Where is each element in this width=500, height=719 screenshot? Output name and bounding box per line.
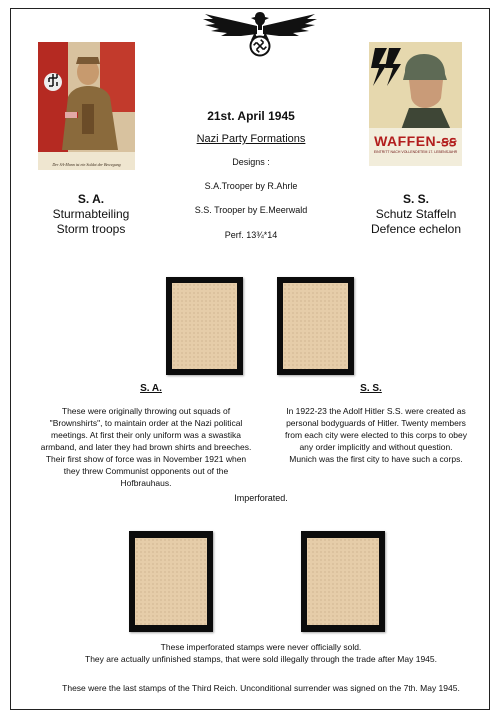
ss-abbreviation: S. S. bbox=[402, 192, 429, 206]
sa-german-name: Sturmabteiling bbox=[52, 207, 130, 221]
text-line: any order implicitly and without question. bbox=[299, 442, 453, 452]
eagle-emblem-icon bbox=[201, 6, 319, 58]
design-credit-ss: S.S. Trooper by E.Meerwald bbox=[194, 205, 308, 215]
designs-heading: Designs : bbox=[232, 157, 270, 167]
stamp-sa-imperforated bbox=[129, 531, 213, 632]
text-line: armband, and later they had brown shirts and breeches. bbox=[40, 442, 252, 452]
text-line: These imperforated stamps were never officially sold. bbox=[160, 642, 362, 652]
sa-trooper-illustration bbox=[38, 42, 135, 170]
text-line: They are actually unfinished stamps, that were sold illegally through the trade after May 1945. bbox=[85, 654, 437, 664]
sa-poster-image bbox=[38, 42, 135, 170]
sa-abbreviation: S. A. bbox=[77, 192, 105, 206]
stamp-paper bbox=[135, 538, 207, 625]
stamp-paper bbox=[283, 283, 348, 369]
text-line: they threw Communist opponents out of the bbox=[63, 466, 229, 476]
text-line: meetings. At first their only uniform was a swastika bbox=[51, 430, 241, 440]
ss-poster-wordmark: WAFFEN-ꞩꞩ bbox=[374, 133, 457, 149]
issue-date: 21st. April 1945 bbox=[207, 109, 295, 123]
text-line: Their first show of force was in November 1921 when bbox=[45, 454, 247, 464]
sa-section-heading: S. A. bbox=[140, 383, 162, 394]
stamp-ss-imperforated bbox=[301, 531, 385, 632]
perforation-info: Perf. 13¾*14 bbox=[224, 230, 278, 240]
text-line: Munich was the first city to have such a corps. bbox=[289, 454, 463, 464]
ss-english-name: Defence echelon bbox=[370, 222, 462, 236]
design-credit-sa: S.A.Trooper by R.Ahrle bbox=[204, 181, 298, 191]
closing-note: These were the last stamps of the Third Reich. Unconditional surrender was signed on the 7th. May 1945. bbox=[62, 683, 460, 693]
ss-german-name: Schutz Staffeln bbox=[375, 207, 457, 221]
text-line: "Brownshirts", to maintain order at the Nazi political bbox=[49, 418, 243, 428]
ss-description bbox=[261, 405, 491, 465]
album-page bbox=[10, 8, 490, 710]
text-line: In 1922-23 the Adolf Hitler S.S. were created as bbox=[286, 406, 466, 416]
page-title: Nazi Party Formations bbox=[196, 133, 306, 145]
text-line: These were originally throwing out squads of bbox=[61, 406, 231, 416]
ss-poster-subline: EINTRITT NACH VOLLENDETEM 17. LEBENSJAHR bbox=[373, 150, 458, 154]
stamp-paper bbox=[307, 538, 379, 625]
stamp-ss-perforated bbox=[277, 277, 354, 375]
ss-poster-image bbox=[369, 42, 462, 166]
imperforated-heading: Imperforated. bbox=[234, 493, 288, 503]
text-line: personal bodyguards of Hitler. Twenty members bbox=[286, 418, 466, 428]
sa-poster-caption: Der SA-Mann ist ein Soldat der Bewegung bbox=[52, 162, 121, 167]
text-line: from each city were elected to this corps to obey bbox=[285, 430, 467, 440]
text-line: Hofbrauhaus. bbox=[120, 478, 172, 488]
imperforated-note bbox=[31, 641, 491, 665]
sa-english-name: Storm troops bbox=[56, 222, 126, 236]
stamp-sa-perforated bbox=[166, 277, 243, 375]
stamp-paper bbox=[172, 283, 237, 369]
sa-description bbox=[31, 405, 261, 489]
ss-section-heading: S. S. bbox=[360, 383, 382, 394]
